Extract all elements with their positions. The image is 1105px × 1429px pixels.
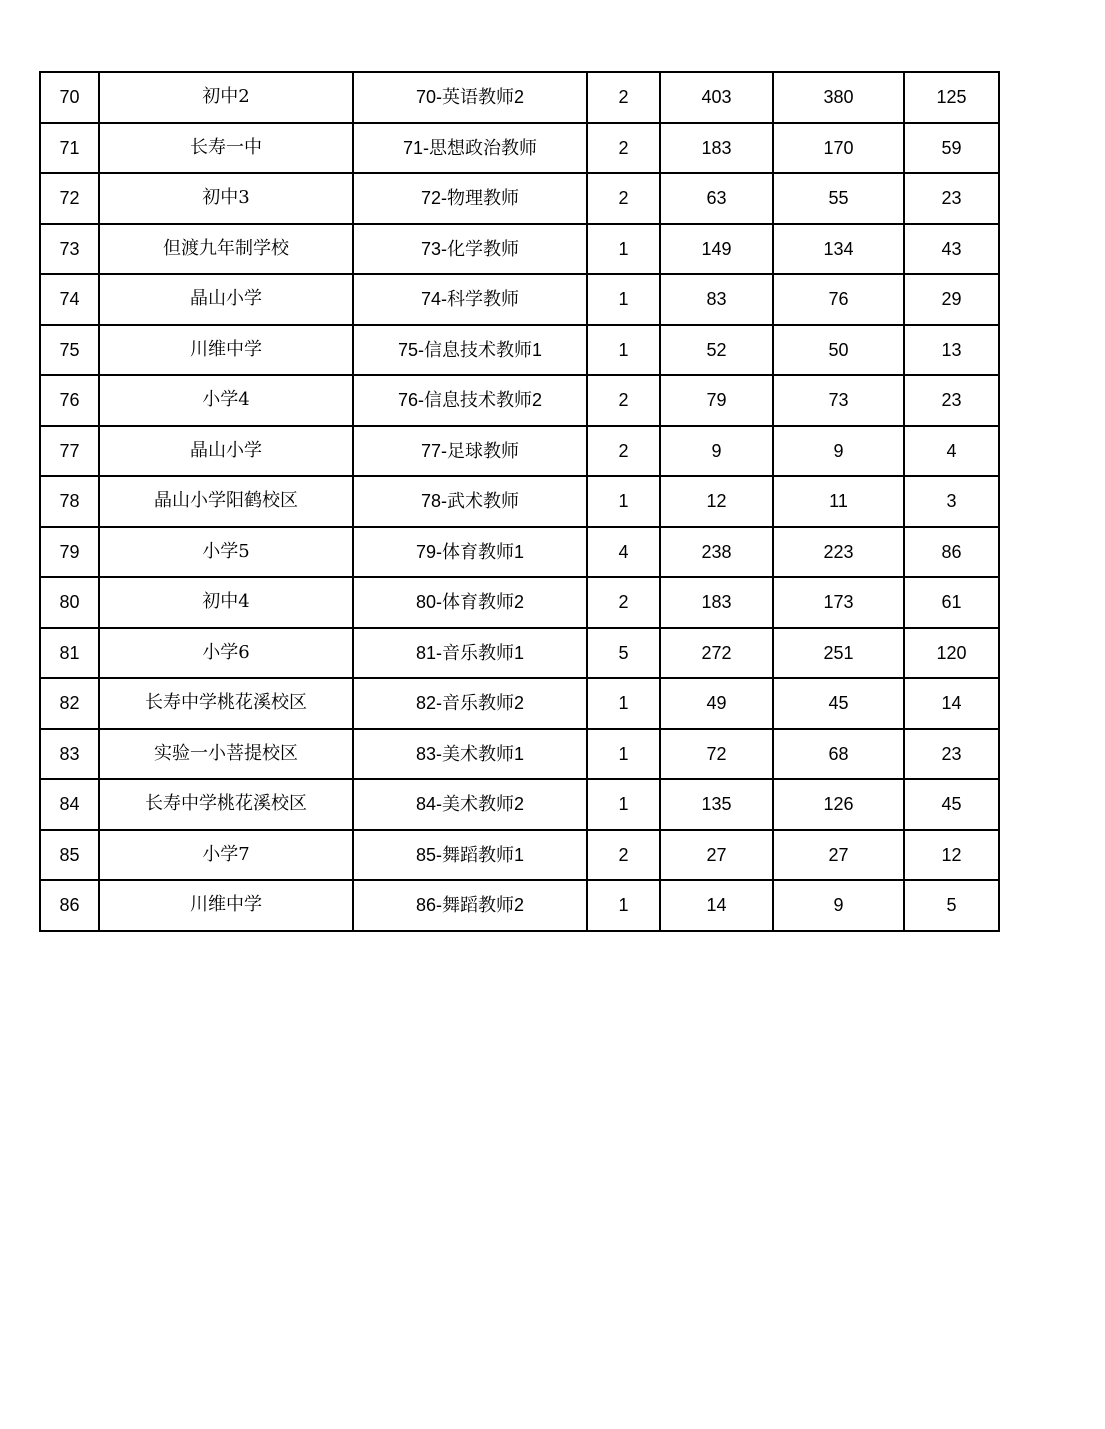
cell-quota: 1	[587, 880, 660, 931]
cell-quota: 1	[587, 729, 660, 780]
cell-quota: 2	[587, 72, 660, 123]
table-row	[40, 72, 999, 123]
cell-quota: 2	[587, 577, 660, 628]
cell-position: 71-思想政治教师	[353, 123, 587, 174]
cell-school: 川维中学	[99, 880, 353, 931]
table-row	[40, 426, 999, 477]
cell-applied: 72	[660, 729, 773, 780]
cell-applied: 12	[660, 476, 773, 527]
cell-school: 初中4	[99, 577, 353, 628]
cell-paid: 59	[904, 123, 999, 174]
table-row	[40, 274, 999, 325]
cell-paid: 43	[904, 224, 999, 275]
cell-position: 81-音乐教师1	[353, 628, 587, 679]
table-row	[40, 375, 999, 426]
cell-paid: 5	[904, 880, 999, 931]
cell-number: 84	[40, 779, 99, 830]
cell-paid: 120	[904, 628, 999, 679]
table-row	[40, 779, 999, 830]
cell-quota: 2	[587, 123, 660, 174]
cell-quota: 1	[587, 476, 660, 527]
cell-approved: 11	[773, 476, 904, 527]
cell-approved: 68	[773, 729, 904, 780]
cell-applied: 238	[660, 527, 773, 578]
cell-number: 86	[40, 880, 99, 931]
cell-paid: 61	[904, 577, 999, 628]
cell-position: 75-信息技术教师1	[353, 325, 587, 376]
table-row	[40, 830, 999, 881]
table-body	[40, 72, 999, 931]
table-row	[40, 678, 999, 729]
cell-paid: 125	[904, 72, 999, 123]
cell-number: 74	[40, 274, 99, 325]
cell-applied: 63	[660, 173, 773, 224]
cell-approved: 55	[773, 173, 904, 224]
cell-position: 86-舞蹈教师2	[353, 880, 587, 931]
cell-quota: 2	[587, 173, 660, 224]
cell-position: 85-舞蹈教师1	[353, 830, 587, 881]
cell-position: 77-足球教师	[353, 426, 587, 477]
cell-school: 但渡九年制学校	[99, 224, 353, 275]
cell-number: 77	[40, 426, 99, 477]
cell-school: 晶山小学阳鹤校区	[99, 476, 353, 527]
cell-quota: 2	[587, 375, 660, 426]
cell-applied: 52	[660, 325, 773, 376]
cell-approved: 126	[773, 779, 904, 830]
cell-number: 85	[40, 830, 99, 881]
cell-number: 76	[40, 375, 99, 426]
cell-school: 初中3	[99, 173, 353, 224]
table-row	[40, 729, 999, 780]
cell-number: 73	[40, 224, 99, 275]
cell-number: 71	[40, 123, 99, 174]
cell-school: 初中2	[99, 72, 353, 123]
cell-paid: 12	[904, 830, 999, 881]
cell-number: 83	[40, 729, 99, 780]
cell-approved: 50	[773, 325, 904, 376]
table-row	[40, 476, 999, 527]
cell-position: 70-英语教师2	[353, 72, 587, 123]
cell-quota: 5	[587, 628, 660, 679]
cell-applied: 272	[660, 628, 773, 679]
cell-quota: 1	[587, 325, 660, 376]
table-row	[40, 628, 999, 679]
cell-paid: 4	[904, 426, 999, 477]
cell-number: 80	[40, 577, 99, 628]
table-row	[40, 123, 999, 174]
cell-position: 76-信息技术教师2	[353, 375, 587, 426]
cell-school: 小学5	[99, 527, 353, 578]
cell-approved: 170	[773, 123, 904, 174]
data-table	[39, 71, 1000, 932]
cell-position: 78-武术教师	[353, 476, 587, 527]
cell-applied: 27	[660, 830, 773, 881]
cell-approved: 134	[773, 224, 904, 275]
cell-applied: 135	[660, 779, 773, 830]
cell-applied: 14	[660, 880, 773, 931]
table-row	[40, 173, 999, 224]
cell-approved: 76	[773, 274, 904, 325]
cell-number: 70	[40, 72, 99, 123]
cell-paid: 23	[904, 729, 999, 780]
cell-position: 84-美术教师2	[353, 779, 587, 830]
cell-school: 小学7	[99, 830, 353, 881]
cell-paid: 23	[904, 173, 999, 224]
cell-paid: 45	[904, 779, 999, 830]
cell-quota: 1	[587, 678, 660, 729]
cell-approved: 27	[773, 830, 904, 881]
cell-applied: 79	[660, 375, 773, 426]
cell-applied: 183	[660, 123, 773, 174]
table-row	[40, 527, 999, 578]
cell-position: 82-音乐教师2	[353, 678, 587, 729]
table-row	[40, 224, 999, 275]
cell-applied: 183	[660, 577, 773, 628]
cell-approved: 9	[773, 880, 904, 931]
cell-number: 82	[40, 678, 99, 729]
cell-position: 80-体育教师2	[353, 577, 587, 628]
cell-number: 75	[40, 325, 99, 376]
cell-quota: 1	[587, 274, 660, 325]
table-row	[40, 325, 999, 376]
cell-position: 74-科学教师	[353, 274, 587, 325]
cell-quota: 4	[587, 527, 660, 578]
cell-position: 79-体育教师1	[353, 527, 587, 578]
cell-approved: 251	[773, 628, 904, 679]
cell-position: 73-化学教师	[353, 224, 587, 275]
cell-approved: 380	[773, 72, 904, 123]
cell-applied: 83	[660, 274, 773, 325]
cell-paid: 86	[904, 527, 999, 578]
cell-number: 81	[40, 628, 99, 679]
cell-paid: 29	[904, 274, 999, 325]
cell-school: 小学6	[99, 628, 353, 679]
cell-school: 实验一小菩提校区	[99, 729, 353, 780]
cell-quota: 1	[587, 779, 660, 830]
cell-school: 晶山小学	[99, 274, 353, 325]
cell-approved: 9	[773, 426, 904, 477]
table-row	[40, 577, 999, 628]
cell-school: 晶山小学	[99, 426, 353, 477]
cell-number: 79	[40, 527, 99, 578]
cell-paid: 3	[904, 476, 999, 527]
cell-applied: 149	[660, 224, 773, 275]
cell-paid: 13	[904, 325, 999, 376]
cell-paid: 14	[904, 678, 999, 729]
cell-school: 长寿中学桃花溪校区	[99, 678, 353, 729]
cell-quota: 1	[587, 224, 660, 275]
cell-paid: 23	[904, 375, 999, 426]
cell-school: 川维中学	[99, 325, 353, 376]
cell-quota: 2	[587, 830, 660, 881]
table-row	[40, 880, 999, 931]
cell-number: 72	[40, 173, 99, 224]
cell-applied: 49	[660, 678, 773, 729]
cell-applied: 9	[660, 426, 773, 477]
cell-approved: 223	[773, 527, 904, 578]
cell-school: 小学4	[99, 375, 353, 426]
cell-applied: 403	[660, 72, 773, 123]
cell-school: 长寿一中	[99, 123, 353, 174]
cell-quota: 2	[587, 426, 660, 477]
cell-position: 83-美术教师1	[353, 729, 587, 780]
cell-approved: 173	[773, 577, 904, 628]
cell-school: 长寿中学桃花溪校区	[99, 779, 353, 830]
cell-approved: 73	[773, 375, 904, 426]
cell-number: 78	[40, 476, 99, 527]
cell-position: 72-物理教师	[353, 173, 587, 224]
cell-approved: 45	[773, 678, 904, 729]
